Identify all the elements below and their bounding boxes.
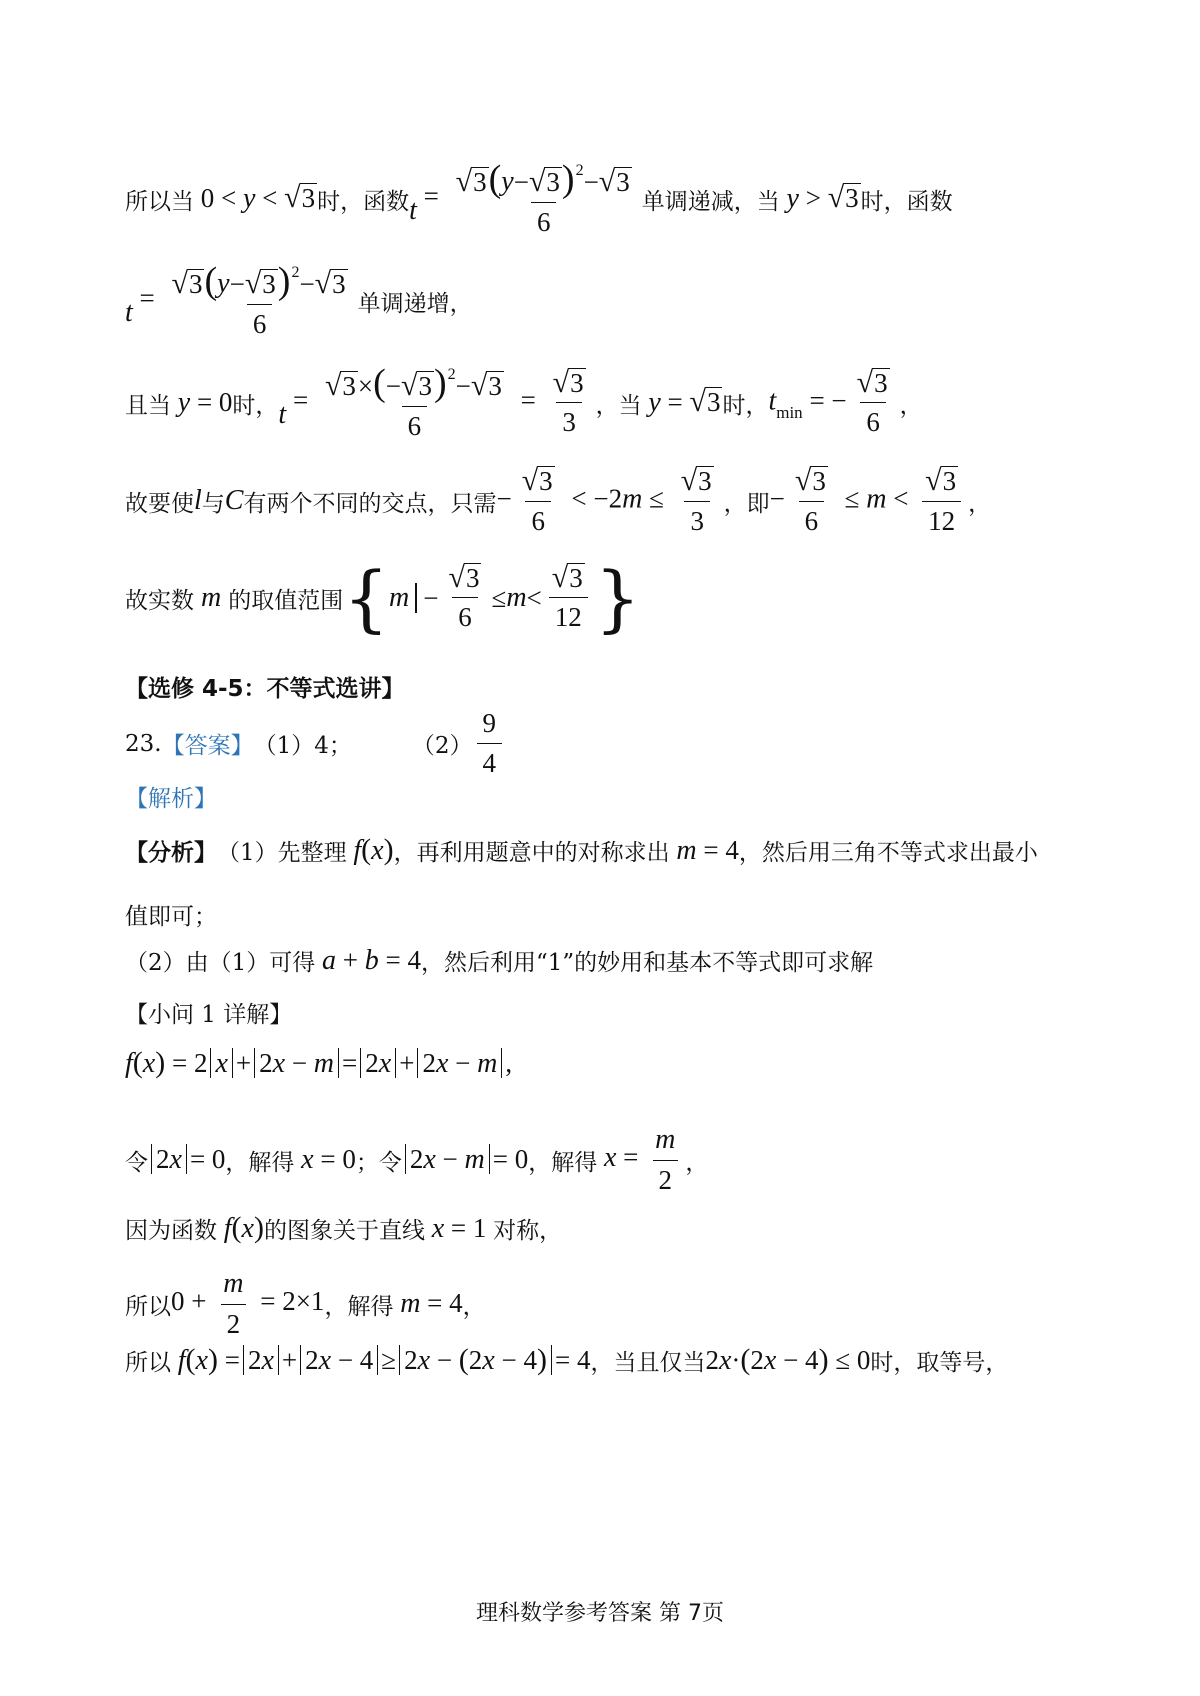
answer-tag: 【答案】 — [161, 733, 254, 759]
q23-answer-line: 23. 【答案】 （1）4； （2） $\frac{9}{4}$ — [125, 708, 506, 779]
step-4: 所以 0 + $\frac{m}{2}$ = 2×1 ，解得 m = 4 ， — [125, 1268, 486, 1339]
step-3: 因为函数 f(x) 的图象关于直线 x = 1 对称， — [125, 1210, 563, 1244]
analysis-tag: 【解析】 — [125, 786, 217, 812]
line-intersection-condition: 故要使 l 与 C 有两个不同的交点，只需 − √ 3 6 < −2m ≤ √ 3 3 ，即 − √ 3 6 ≤ m < √ 3 12 ， — [125, 464, 992, 536]
line-monotonic-decreasing: 所以当 0 < y < √ 3 时，函数 t = √ 3 ( y − √ 3 ) 2 − √ 3 6 单调递减，当 y > √ 3 时，函数 — [125, 158, 953, 237]
math-tmin: $t_{min}$ = − √ 3 6 — [768, 365, 888, 438]
math-t-formula-2: t = √ 3 ( y − √ 3 ) 2 − √ 3 6 — [125, 260, 346, 339]
step-2: 令 2x = 0 ，解得 x = 0 ；令 2x − m = 0 ，解得 x = $\frac{m}{2}$ ， — [125, 1124, 709, 1195]
fenxi-line-3: （2）由（1）可得 a + b = 4 ，然后利用“1”的妙用和基本不等式即可求解 — [125, 944, 874, 976]
math-0-lt-y-lt-sqrt3: 0 < y < √ 3 — [194, 181, 316, 214]
line-monotonic-increasing: t = √ 3 ( y − √ 3 ) 2 − √ 3 6 单调递增， — [125, 260, 473, 339]
math-t-at-0: t = √ 3 × ( − √ 3 ) 2 − √ 3 6 = √ 3 3 — [278, 362, 584, 441]
step-1 — [125, 1048, 512, 1080]
math-m-range: − √ 3 6 ≤ m < √ 3 12 — [770, 466, 968, 537]
math-t-formula: t = √ 3 ( y − √ 3 ) 2 − √ 3 6 — [409, 158, 630, 237]
detail-tag: 【小问 1 详解】 — [125, 1002, 293, 1028]
math-nine-quarters: $\frac{9}{4}$ — [473, 708, 507, 779]
page-footer: 理科数学参考答案 第 7页 — [476, 1601, 724, 1626]
section-title: 【选修 4-5：不等式选讲】 — [125, 676, 405, 702]
math-f-definition: f(x) = 2 x + 2x − m = 2x + 2x − m , — [125, 1046, 513, 1079]
fenxi-line-1: 【分析】 （1）先整理 f(x) ，再利用题意中的对称求出 m = 4 ，然后用三角不等式求出最小 — [125, 832, 1038, 866]
line-t-values: 且当 y = 0 时， t = √ 3 × ( − √ 3 ) 2 − √ 3 6 = √ 3 3 ，当 y = √ 3 时， $t_{min}$ = − √ 3 6 ， — [125, 362, 923, 441]
math-condition: − √ 3 6 < −2m ≤ √ 3 3 — [496, 464, 712, 536]
math-triangle-inequality: f(x) = 2x + 2x − 4 ≥ 2x − (2x − 4) = 4 — [177, 1342, 591, 1376]
line-m-set: 故实数 m 的取值范围 { m − √ 3 6 ≤ m < √ 3 12 } — [125, 556, 641, 640]
fenxi-line-2: 值即可； — [125, 904, 217, 930]
step-5: 所以 f(x) = 2x + 2x − 4 ≥ 2x − (2x − 4) = 4 ，当且仅当 2x·(2x − 4) ≤ 0 时，取等号， — [125, 1342, 1009, 1376]
math-m-set: { m − √ 3 6 ≤ m < √ 3 12 } — [343, 556, 641, 640]
